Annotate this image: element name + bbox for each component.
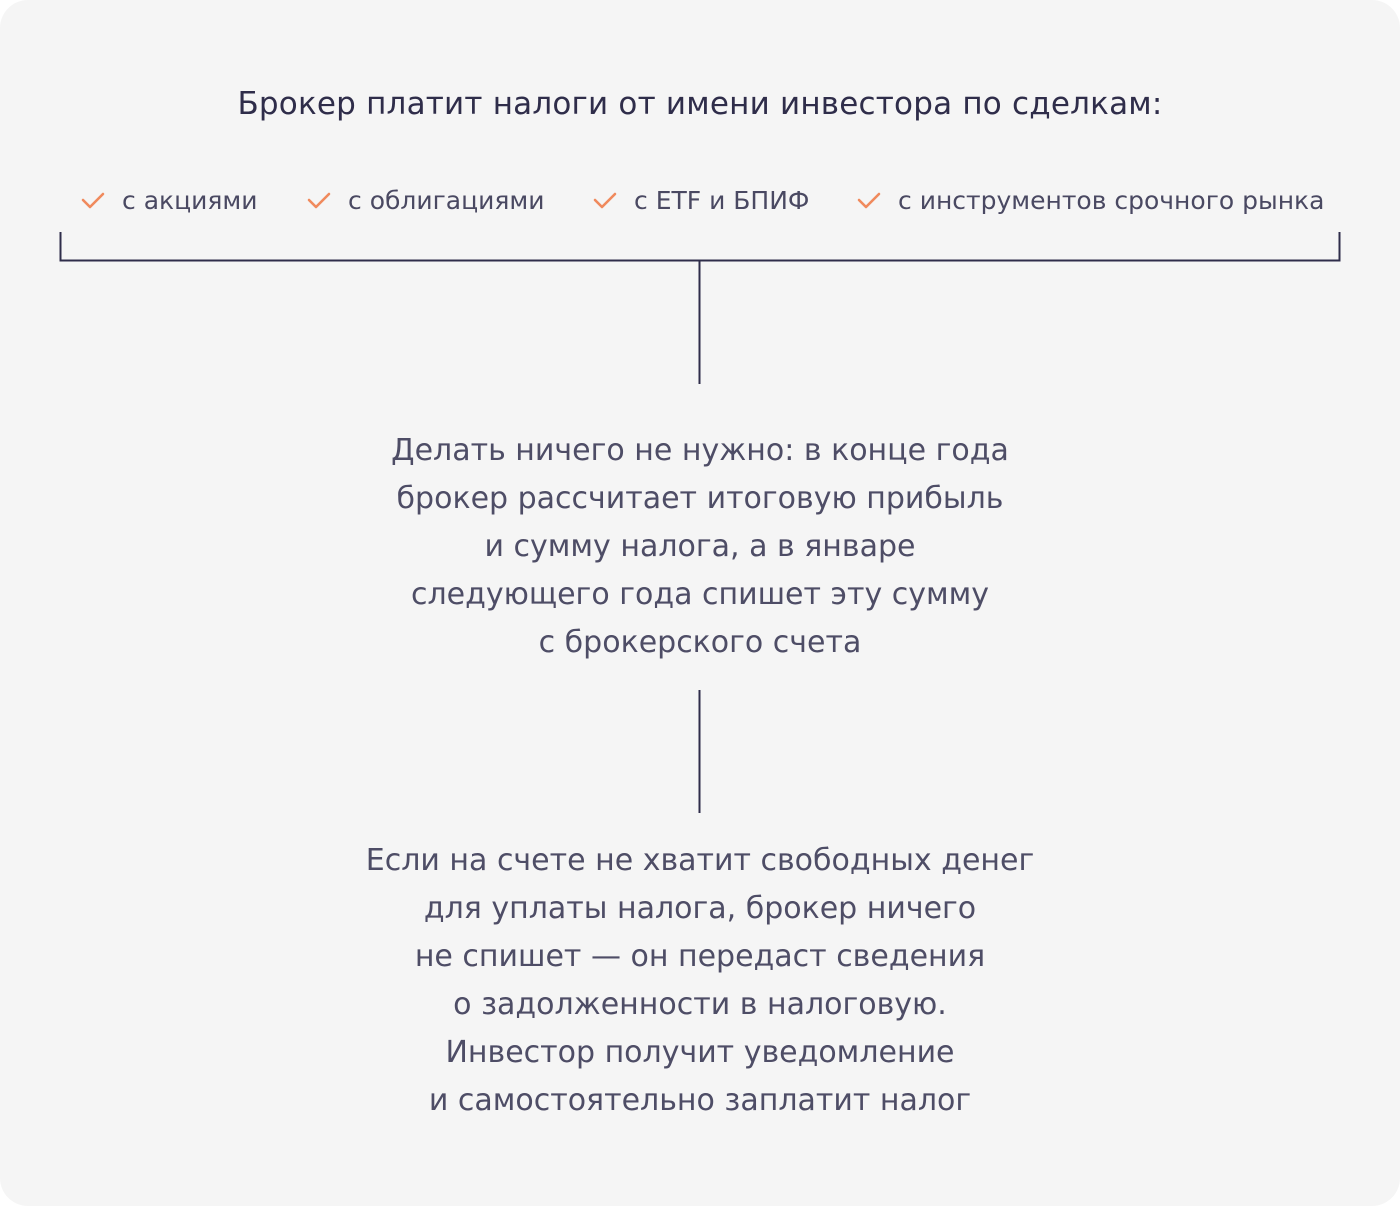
step-1-line: с брокерского счета: [538, 625, 862, 660]
heading: Брокер платит налоги от имени инвестора по сделкам:: [237, 86, 1163, 122]
step-2-line: для уплаты налога, брокер ничего: [423, 891, 977, 926]
step-2-line: и самостоятельно заплатит налог: [428, 1083, 972, 1118]
step-1-line: и сумму налога, а в январе: [484, 529, 916, 564]
step-1-line: следующего года спишет эту сумму: [410, 577, 990, 612]
step-2-text: [0, 837, 1400, 1125]
bracket-line: [61, 232, 1340, 261]
step-2-line: о задолженности в налоговую.: [453, 987, 947, 1022]
list-item-label: с акциями: [122, 185, 258, 215]
step-1-line: Делать ничего не нужно: в конце года: [391, 433, 1009, 468]
list-item-label: с ETF и БПИФ: [634, 185, 810, 215]
list-item-label: с облигациями: [348, 185, 545, 215]
step-2-line: Если на счете не хватит свободных денег: [365, 843, 1035, 878]
list-item-label: с инструментов срочного рынка: [898, 185, 1325, 215]
step-2-line: Инвестор получит уведомление: [445, 1035, 955, 1070]
step-2-line: не спишет — он передаст сведения: [414, 939, 986, 974]
step-1-line: брокер рассчитает итоговую прибыль: [396, 481, 1004, 516]
step-1-text: [0, 427, 1400, 667]
